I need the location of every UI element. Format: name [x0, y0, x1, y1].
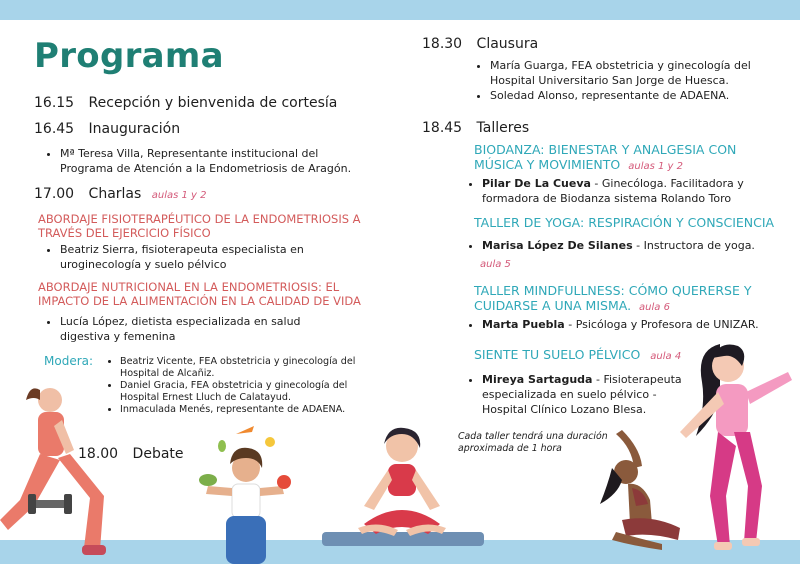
woman-juggling-food-icon [196, 424, 296, 564]
list-item [482, 176, 766, 206]
list-item [482, 317, 776, 332]
list-item [482, 238, 776, 253]
workshop2-heading: TALLER DE YOGA: RESPIRACIÓN Y CONSCIENCIA [474, 215, 775, 230]
workshop4-name: Mireya Sartaguda [482, 373, 593, 386]
workshops-time: 18.45 [422, 120, 463, 136]
list-item: • Mª Teresa Villa, Representante institucional del Programa de Atención a la Endometriosis de Aragón. [60, 146, 374, 176]
talks-row [34, 186, 207, 202]
inauguration-bullets [44, 146, 374, 176]
workshops-label: Talleres [476, 120, 530, 136]
debate-label: Debate [132, 446, 184, 462]
inauguration-time: 16.45 [34, 121, 75, 137]
workshop1-aula: aulas 1 y 2 [628, 161, 684, 172]
workshop4-heading [474, 347, 704, 364]
closing-time: 18.30 [422, 36, 463, 52]
list-item: • Daniel Gracia, FEA obstetricia y ginecología del Hospital Ernest Lluch de Calatayud. [120, 380, 361, 404]
talk2-heading: ABORDAJE NUTRICIONAL EN LA ENDOMETRIOSIS: EL IMPACTO DE LA ALIMENTACIÓN EN LA CALIDAD DE VIDA [38, 280, 361, 308]
workshop4-aula: aula 4 [650, 351, 682, 362]
workshop3-desc: - Psicóloga y Profesora de UNIZAR. [564, 318, 759, 331]
workshop2-desc: - Instructora de yoga. [632, 239, 755, 252]
top-band [0, 0, 800, 20]
workshop2-aula: aula 5 [480, 259, 511, 270]
talks-aula: aulas 1 y 2 [151, 190, 207, 201]
workshop1-title: BIODANZA: BIENESTAR Y ANALGESIA CON MÚSICA Y MOVIMIENTO [474, 142, 737, 172]
reception-row [34, 95, 337, 111]
workshop4-title: SIENTE TU SUELO PÉLVICO [474, 347, 641, 362]
workshop1-heading [474, 142, 774, 174]
workshop3-title: TALLER MINDFULLNESS: CÓMO QUERERSE Y CUIDARSE A UNA MISMA. [474, 283, 752, 313]
workshop1-desc: - Ginecóloga. Facilitadora y formadora de Biodanza sistema Rolando Toro [482, 177, 744, 205]
workshop-duration-note: Cada taller tendrá una duración aproximada de 1 hora [458, 431, 608, 454]
talks-time: 17.00 [34, 186, 75, 202]
workshops-row [422, 120, 529, 136]
list-item: • Soledad Alonso, representante de ADAENA. [490, 88, 774, 103]
talk1-bullets [44, 242, 344, 272]
inauguration-label: Inauguración [88, 121, 181, 137]
woman-meditating-yoga-icon [318, 424, 488, 554]
woman-dancing-icon [676, 336, 796, 558]
closing-label: Clausura [476, 36, 539, 52]
list-item: • Beatriz Sierra, fisioterapeuta especialista en uroginecología y suelo pélvico [60, 242, 344, 272]
talk2-bullets [44, 314, 314, 344]
talk1-heading: ABORDAJE FISIOTERAPÉUTICO DE LA ENDOMETRIOSIS A TRAVÉS DEL EJERCICIO FÍSICO [38, 212, 361, 240]
workshop4-desc: - Fisioterapeuta especializada en suelo pélvico - Hospital Clínico Lozano Blesa. [482, 373, 682, 416]
inauguration-row [34, 121, 180, 137]
workshop3-aula: aula 6 [639, 302, 670, 313]
workshop1-bullets [466, 176, 766, 206]
moderator-label: Modera: [44, 354, 94, 368]
page-title: Programa [34, 36, 224, 76]
woman-lunge-dumbbell-icon [0, 380, 110, 560]
closing-bullets [474, 58, 774, 103]
list-item [482, 372, 686, 417]
debate-time: 18.00 [78, 446, 119, 462]
reception-label: Recepción y bienvenida de cortesía [88, 95, 338, 111]
talks-label: Charlas [88, 186, 142, 202]
closing-row [422, 36, 538, 52]
list-item: • Beatriz Vicente, FEA obstetricia y ginecología del Hospital de Alcañiz. [120, 356, 361, 380]
reception-time: 16.15 [34, 95, 75, 111]
workshop2-bullets [466, 238, 776, 253]
list-item: • Lucía López, dietista especializada en salud digestiva y femenina [60, 314, 314, 344]
workshop3-bullets [466, 317, 776, 332]
workshop3-heading [474, 283, 774, 315]
workshop3-name: Marta Puebla [482, 318, 565, 331]
list-item: • Inmaculada Menés, representante de ADAENA. [120, 404, 361, 416]
workshop1-name: Pilar De La Cueva [482, 177, 591, 190]
list-item: • María Guarga, FEA obstetricia y ginecología del Hospital Universitario San Jorge de Huesca. [490, 58, 774, 88]
workshop2-name: Marisa López De Silanes [482, 239, 633, 252]
moderator-list [106, 356, 361, 416]
workshop4-bullets [466, 372, 686, 417]
